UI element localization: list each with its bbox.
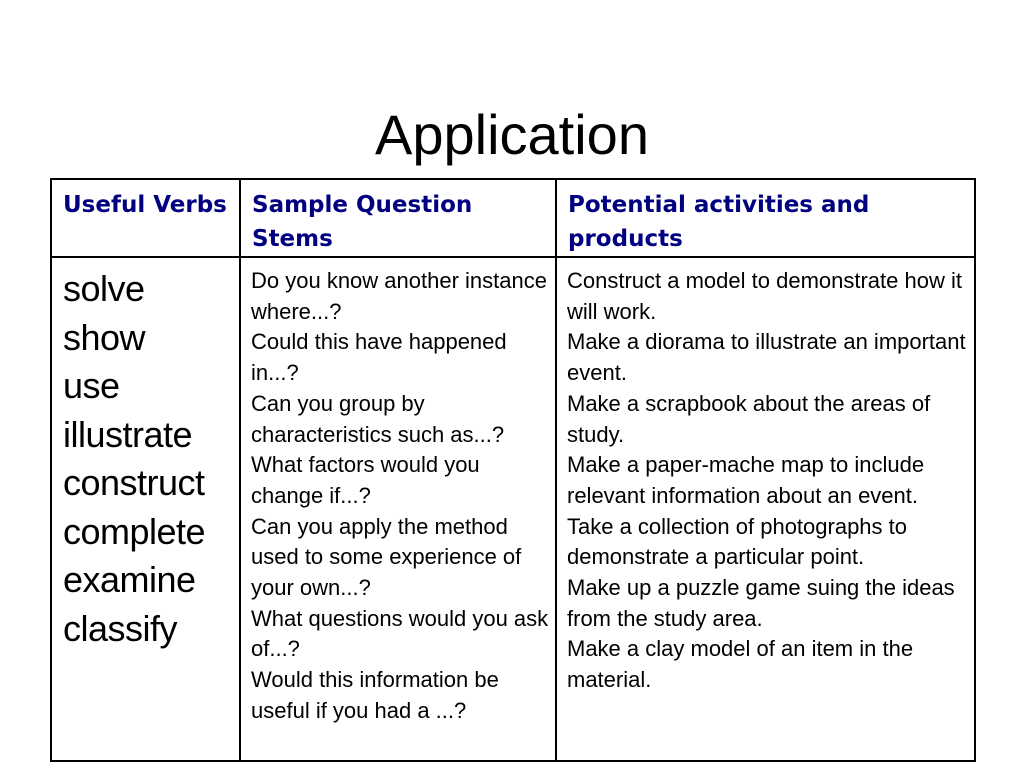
header-potential-activities: Potential activities and products (568, 192, 870, 252)
verbs-list (52, 258, 239, 653)
slide-title: Application (375, 102, 649, 166)
body-row (51, 257, 975, 761)
activity-item: Take a collection of photographs to demonstrate a particular point. (567, 513, 908, 570)
application-table (50, 178, 976, 762)
question-stem-item: Could this have happened in...? (251, 329, 507, 386)
activities-list (557, 258, 974, 696)
verb-item: classify (63, 607, 178, 649)
activity-item: Make a diorama to illustrate an important event. (567, 329, 966, 386)
question-stems-list (241, 258, 555, 727)
header-cell-verbs (51, 179, 240, 257)
activity-item: Make a scrapbook about the areas of study. (567, 390, 931, 447)
question-stem-item: Do you know another instance where...? (251, 268, 547, 324)
activity-item: Construct a model to demonstrate how it will work. (567, 268, 962, 324)
verb-item: construct (63, 462, 205, 503)
question-stem-item: What questions would you ask of...? (251, 605, 549, 662)
header-cell-activities (556, 179, 975, 257)
verb-item: examine (63, 559, 196, 600)
activities-cell (556, 257, 975, 761)
header-cell-stems (240, 179, 556, 257)
header-row (51, 179, 975, 257)
verb-item: show (63, 316, 146, 358)
verb-item: use (63, 365, 120, 406)
activity-item: Make up a puzzle game suing the ideas from the study area. (567, 575, 955, 631)
question-stem-item: Can you apply the method used to some experience of your own...? (251, 513, 522, 601)
verbs-cell (51, 257, 240, 761)
question-stem-item: Would this information be useful if you had a ...? (251, 667, 499, 723)
activity-item: Make a paper-mache map to include relevant information about an event. (567, 452, 925, 508)
verb-item: complete (63, 510, 206, 552)
activity-item: Make a clay model of an item in the material. (567, 636, 914, 693)
question-stem-item: Can you group by characteristics such as...? (251, 390, 505, 447)
verb-item: illustrate (63, 413, 193, 455)
header-sample-question-stems: Sample Question Stems (252, 192, 473, 252)
verb-item: solve (63, 268, 145, 309)
question-stems-cell (240, 257, 556, 761)
question-stem-item: What factors would you change if...? (251, 452, 480, 508)
header-useful-verbs: Useful Verbs (63, 192, 227, 218)
